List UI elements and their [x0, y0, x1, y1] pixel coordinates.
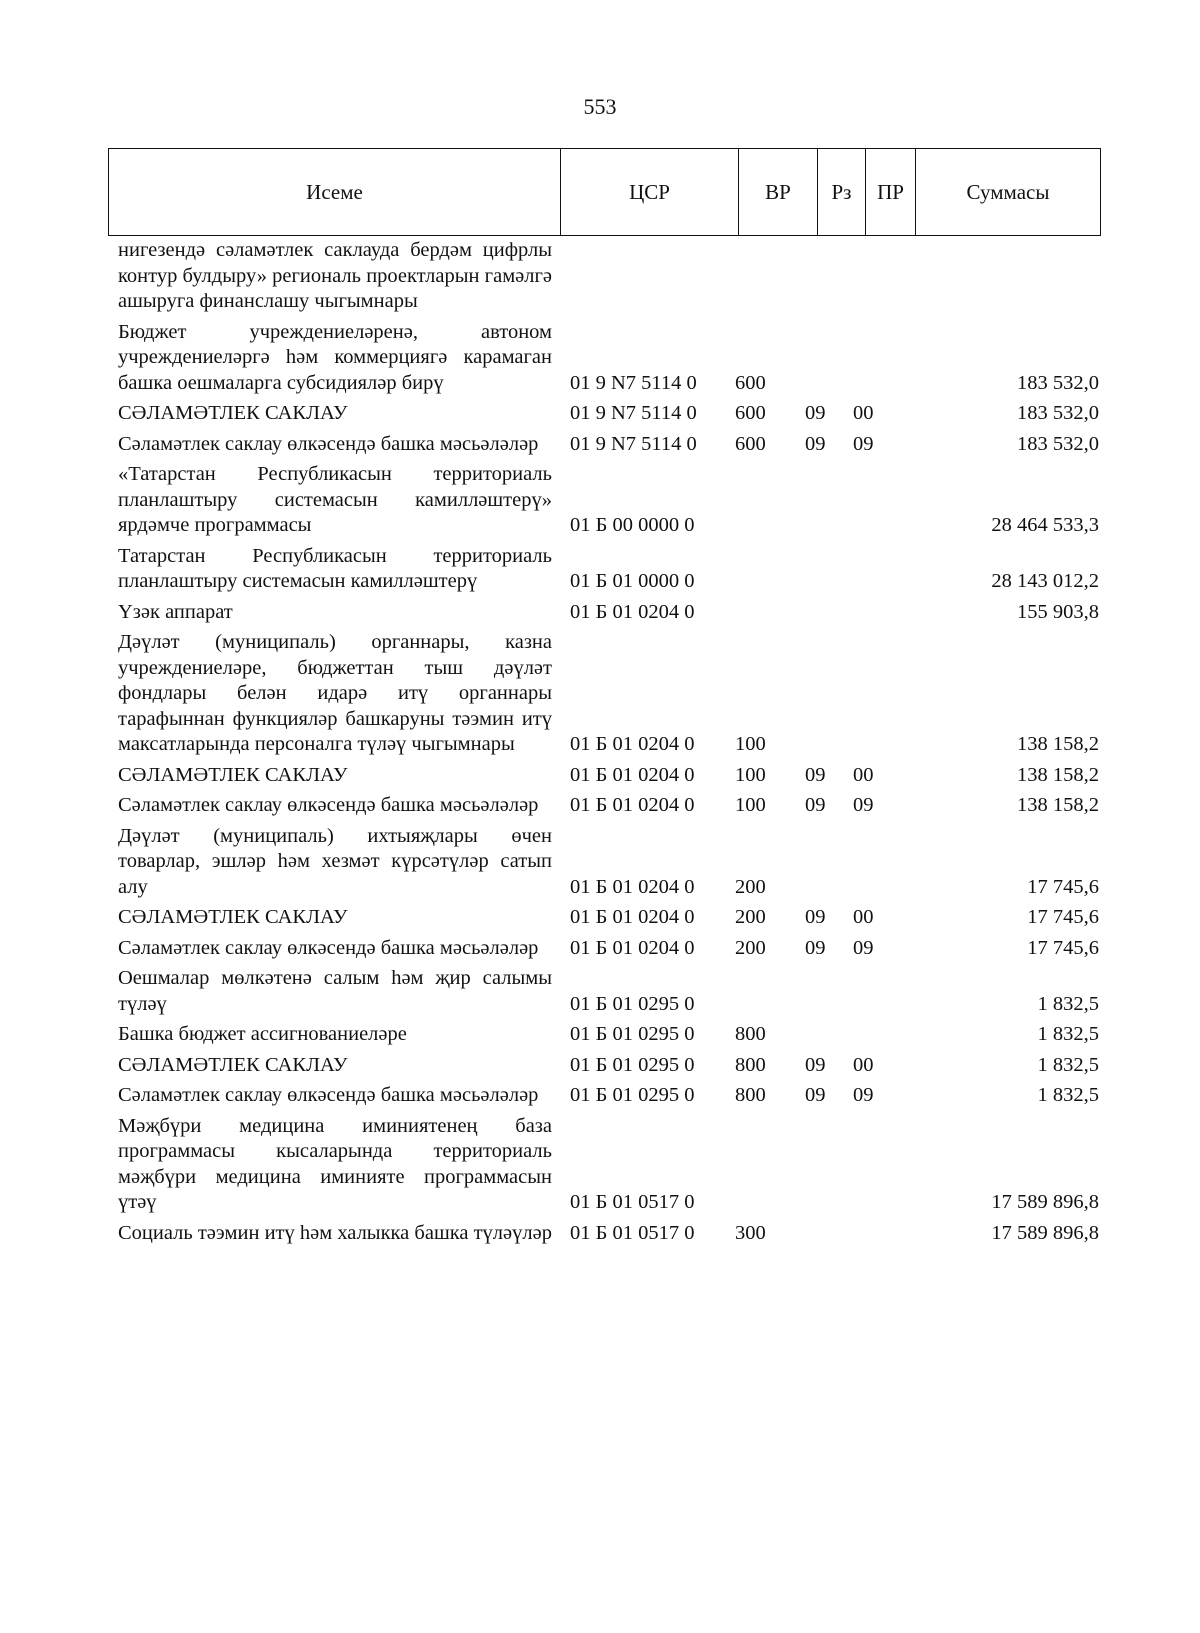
row-vr: 200: [735, 906, 766, 928]
table-row: [118, 320, 1100, 397]
row-sum: 28 464 533,3: [991, 514, 1099, 536]
header-pr: ПР: [866, 149, 916, 235]
row-sum: 1 832,5: [1037, 1084, 1099, 1106]
row-sum: 28 143 012,2: [991, 570, 1099, 592]
row-vr: 800: [735, 1053, 766, 1076]
row-csr: 01 Б 00 0000 0: [570, 514, 695, 536]
row-name: Мәҗбүри медицина иминиятенең база программасы кысаларында территориаль мәҗбүри медицина иминияте программасын үтәү: [118, 1114, 552, 1213]
row-sum: 17 745,6: [1027, 936, 1099, 959]
row-rz: 09: [805, 432, 826, 455]
row-sum: 138 158,2: [1017, 763, 1099, 786]
row-csr: 01 Б 01 0204 0: [570, 875, 695, 898]
row-sum: 1 832,5: [1037, 1023, 1099, 1045]
table-row: [118, 1114, 1100, 1216]
row-csr: 01 Б 01 0204 0: [570, 600, 695, 623]
row-name: Социаль тәэмин итү һәм халыкка башка түләүләр: [118, 1221, 552, 1244]
table-row: [118, 936, 1100, 962]
row-csr: 01 Б 01 0204 0: [570, 733, 695, 755]
table-row: [118, 238, 1100, 315]
table-row: [118, 824, 1100, 901]
table-row: [118, 793, 1100, 819]
row-name: СӘЛАМӘТЛЕК САКЛАУ: [118, 402, 348, 424]
row-vr: 100: [735, 794, 766, 816]
row-vr: 200: [735, 936, 766, 959]
table-row: [118, 1022, 1100, 1048]
row-sum: 183 532,0: [1017, 402, 1099, 424]
row-name: Дәүләт (муниципаль) ихтыяҗлары өчен товарлар, эшләр һәм хезмәт күрсәтүләр сатып алу: [118, 824, 552, 898]
row-name: СӘЛАМӘТЛЕК САКЛАУ: [118, 763, 348, 786]
table-row: [118, 1053, 1100, 1079]
table-row: [118, 1083, 1100, 1109]
row-pr: 09: [853, 794, 874, 816]
row-vr: 300: [735, 1221, 766, 1244]
table-row: [118, 401, 1100, 427]
row-pr: 09: [853, 432, 874, 455]
row-rz: 09: [805, 402, 826, 424]
table-row: [118, 432, 1100, 458]
row-pr: 00: [853, 1053, 874, 1076]
row-name: Сәламәтлек саклау өлкәсендә башка мәсьәләләр: [118, 1084, 539, 1106]
row-name: СӘЛАМӘТЛЕК САКЛАУ: [118, 906, 348, 928]
row-rz: 09: [805, 1084, 826, 1106]
page-number: 553: [583, 94, 617, 119]
row-pr: 09: [853, 936, 874, 959]
row-csr: 01 Б 01 0295 0: [570, 992, 695, 1015]
table-row: [118, 544, 1100, 595]
header-sum: Суммасы: [966, 179, 1050, 204]
row-csr: 01 Б 01 0000 0: [570, 570, 695, 592]
row-csr: 01 Б 01 0204 0: [570, 936, 695, 959]
row-vr: 600: [735, 402, 766, 424]
row-csr: 01 Б 01 0517 0: [570, 1191, 695, 1213]
row-sum: 155 903,8: [1017, 600, 1099, 623]
table-row: [118, 1221, 1100, 1247]
row-rz: 09: [805, 1053, 826, 1076]
row-sum: 17 589 896,8: [991, 1191, 1099, 1213]
table-row: [118, 630, 1100, 758]
row-sum: 183 532,0: [1017, 432, 1099, 455]
row-pr: 09: [853, 1084, 874, 1106]
header-name: Исеме: [109, 149, 561, 235]
row-csr: 01 Б 01 0517 0: [570, 1221, 695, 1244]
row-csr: 01 Б 01 0295 0: [570, 1084, 695, 1106]
header-vr: ВР: [739, 149, 818, 235]
row-pr: 00: [853, 906, 874, 928]
row-csr: 01 Б 01 0295 0: [570, 1023, 695, 1045]
row-pr: 00: [853, 763, 874, 786]
row-csr: 01 Б 01 0295 0: [570, 1053, 695, 1076]
table-row: [118, 905, 1100, 931]
row-sum: 17 589 896,8: [991, 1221, 1099, 1244]
row-name: Үзәк аппарат: [118, 600, 233, 623]
row-csr: 01 9 N7 5114 0: [570, 432, 697, 455]
row-csr: 01 9 N7 5114 0: [570, 371, 697, 394]
row-csr: 01 9 N7 5114 0: [570, 402, 697, 424]
row-vr: 200: [735, 875, 766, 898]
row-rz: 09: [805, 763, 826, 786]
row-sum: 183 532,0: [1017, 371, 1099, 394]
row-csr: 01 Б 01 0204 0: [570, 906, 695, 928]
table-header: [108, 148, 1101, 236]
row-name: Сәламәтлек саклау өлкәсендә башка мәсьәләләр: [118, 936, 539, 959]
row-name: «Татарстан Республикасын территориаль планлаштыру системасын камилләштерү» ярдәмче программасы: [118, 463, 552, 536]
table-row: [118, 600, 1100, 626]
row-vr: 100: [735, 763, 766, 786]
row-name: Дәүләт (муниципаль) органнары, казна учреждениеләре, бюджеттан тыш дәүләт фондлары белән идарә итү органнары тарафыннан функцияләр башкаруны тәэмин итү максатларында персоналга түләү чыгымнары: [118, 631, 552, 755]
row-name: Татарстан Республикасын территориаль планлаштыру системасын камилләштерү: [118, 544, 552, 592]
row-name: нигезендә сәламәтлек саклауда бердәм цифрлы контур булдыру» региональ проектларын гамәлгә ашыруга финанслашу чыгымнары: [118, 239, 552, 312]
row-sum: 138 158,2: [1017, 733, 1099, 755]
row-sum: 1 832,5: [1037, 992, 1099, 1015]
row-sum: 138 158,2: [1017, 794, 1099, 816]
row-rz: 09: [805, 794, 826, 816]
row-vr: 600: [735, 432, 766, 455]
row-name: Оешмалар мөлкәтенә салым һәм җир салымы түләү: [118, 967, 552, 1015]
row-name: СӘЛАМӘТЛЕК САКЛАУ: [118, 1053, 348, 1076]
row-rz: 09: [805, 936, 826, 959]
row-vr: 800: [735, 1084, 766, 1106]
row-csr: 01 Б 01 0204 0: [570, 763, 695, 786]
table-row: [118, 763, 1100, 789]
table-row: [118, 462, 1100, 539]
row-sum: 17 745,6: [1027, 906, 1099, 928]
header-csr: ЦСР: [561, 149, 739, 235]
row-name: Сәламәтлек саклау өлкәсендә башка мәсьәләләр: [118, 794, 539, 816]
row-sum: 17 745,6: [1027, 875, 1099, 898]
table-body: [118, 238, 1100, 1251]
header-rz: Рз: [818, 149, 866, 235]
row-name: Сәламәтлек саклау өлкәсендә башка мәсьәләләр: [118, 432, 539, 455]
row-csr: 01 Б 01 0204 0: [570, 794, 695, 816]
row-vr: 100: [735, 733, 766, 755]
row-sum: 1 832,5: [1037, 1053, 1099, 1076]
row-vr: 800: [735, 1023, 766, 1045]
row-pr: 00: [853, 402, 874, 424]
table-row: [118, 966, 1100, 1017]
row-vr: 600: [735, 371, 766, 394]
row-name: Бюджет учреждениеләренә, автоном учреждениеләргә һәм коммерциягә карамаган башка оешмаларга субсидияләр бирү: [118, 320, 552, 394]
row-name: Башка бюджет ассигнованиеләре: [118, 1023, 407, 1045]
row-rz: 09: [805, 906, 826, 928]
